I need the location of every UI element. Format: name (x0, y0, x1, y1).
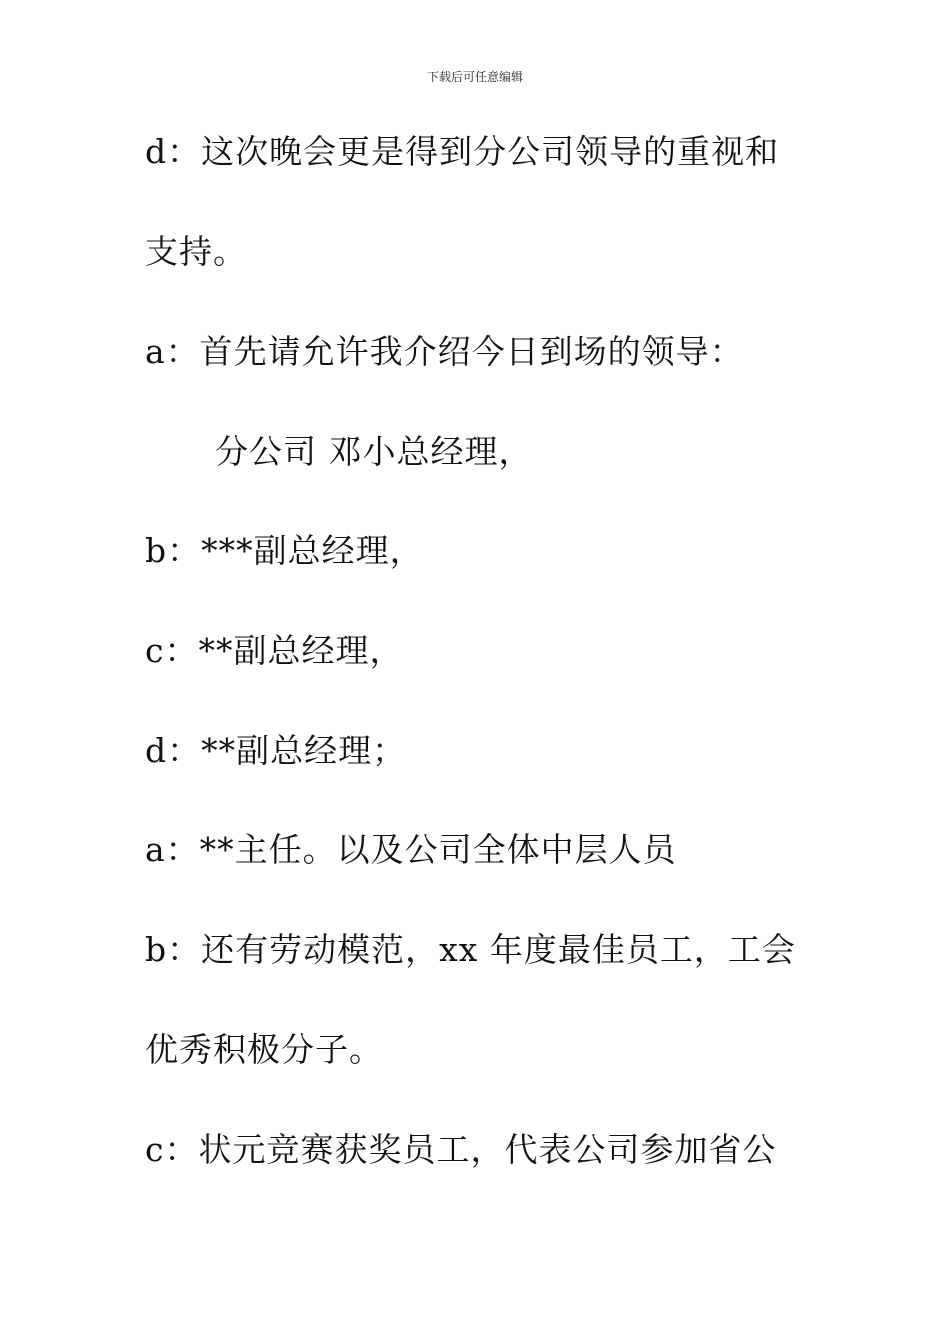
text-line: a：**主任。以及公司全体中层人员 (145, 830, 677, 869)
text-line: 支持。 (145, 232, 247, 271)
text-line: d：这次晚会更是得到分公司领导的重视和 (145, 132, 780, 171)
text-line: 分公司 邓小总经理， (215, 432, 533, 471)
text-line: 优秀积极分子。 (145, 1030, 383, 1069)
text-line: c：状元竞赛获奖员工，代表公司参加省公 (145, 1130, 777, 1169)
text-line: c：**副总经理， (145, 631, 404, 670)
text-line: a：首先请允许我介绍今日到场的领导： (145, 332, 744, 371)
text-line: b：还有劳动模范，xx 年度最佳员工，工会 (145, 930, 796, 969)
header-note: 下载后可任意编辑 (426, 70, 523, 84)
text-line: b：***副总经理， (145, 531, 424, 570)
text-line: d：**副总经理； (145, 731, 407, 770)
